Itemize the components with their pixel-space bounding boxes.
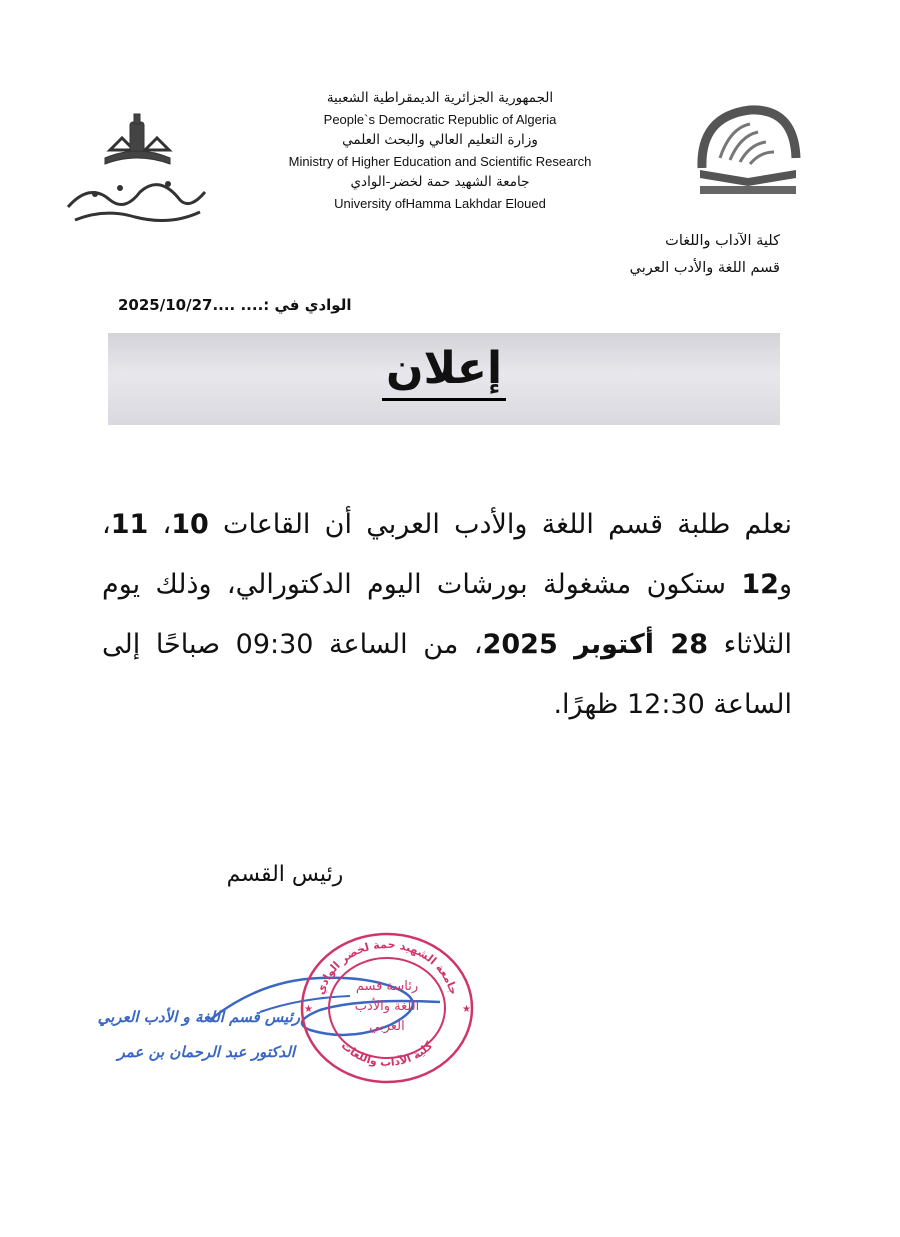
stamp-ring-text: جامعة الشهيد حمة لخضر الوادي bbox=[313, 937, 461, 997]
body-part-1: نعلم طلبة قسم اللغة والأدب العربي أن القاعات bbox=[208, 509, 793, 540]
room-11: 11 bbox=[110, 509, 149, 540]
event-date: 28 أكتوبر 2025 bbox=[482, 629, 708, 660]
department-stamp bbox=[292, 928, 482, 1088]
header-line-ministry-en: Ministry of Higher Education and Scientific Research bbox=[288, 154, 592, 169]
header-line-university-en: University ofHamma Lakhdar Eloued bbox=[334, 196, 546, 211]
stamp-star-right-icon: ★ bbox=[462, 1004, 471, 1015]
body-part-3: ، من الساعة 09:30 صباحًا إلى الساعة 12:30 ظهرًا. bbox=[102, 629, 792, 720]
svg-text:كلية الآداب واللغات bbox=[339, 1039, 436, 1069]
department-block bbox=[630, 228, 780, 282]
date-label: الوادي في :.... bbox=[240, 296, 352, 314]
stamp-center-line-3: العربي bbox=[369, 1019, 405, 1034]
body-sep-1: ، bbox=[148, 509, 172, 540]
stamp-center-line-2: اللغة والأدب bbox=[354, 999, 420, 1014]
header-line-republic-ar: الجمهورية الجزائرية الديمقراطية الشعبية bbox=[326, 90, 554, 106]
faculty-name: كلية الآداب واللغات bbox=[665, 233, 780, 249]
date-line bbox=[118, 296, 352, 314]
room-10: 10 bbox=[171, 509, 209, 540]
header-line-republic-en: People`s Democratic Republic of Algeria bbox=[323, 112, 557, 127]
signer-title: رئيس القسم bbox=[226, 862, 344, 887]
announcement-title-text: إعلان bbox=[382, 343, 506, 401]
stamp-star-left-icon: ★ bbox=[304, 1004, 313, 1015]
header-line-ministry-ar: وزارة التعليم العالي والبحث العلمي bbox=[342, 132, 538, 148]
signature-line-name: الدكتور عبد الرحمان بن عمر bbox=[117, 1043, 295, 1061]
department-name: قسم اللغة والأدب العربي bbox=[629, 260, 780, 276]
body-part-2: ستكون مشغولة بورشات اليوم الدكتورالي، وذلك يوم الثلاثاء bbox=[102, 569, 792, 660]
letterhead bbox=[250, 88, 630, 214]
announcement-body bbox=[102, 495, 792, 735]
room-12: 12 bbox=[741, 569, 779, 600]
university-logo bbox=[690, 98, 805, 198]
date-value: 2025/10/27.... bbox=[118, 296, 236, 314]
signature-line-title: رئيس قسم اللغة و الأدب العربي bbox=[97, 1008, 300, 1026]
announcement-title bbox=[108, 343, 780, 394]
body-sep-2: ، و bbox=[102, 509, 792, 600]
stamp-center-line-1: رئاسة قسم bbox=[355, 979, 419, 994]
header-line-university-ar: جامعة الشهيد حمة لخضر-الوادي bbox=[350, 174, 530, 190]
faculty-logo bbox=[50, 112, 220, 242]
stamp-bottom-text: كلية الآداب واللغات bbox=[338, 1038, 436, 1069]
